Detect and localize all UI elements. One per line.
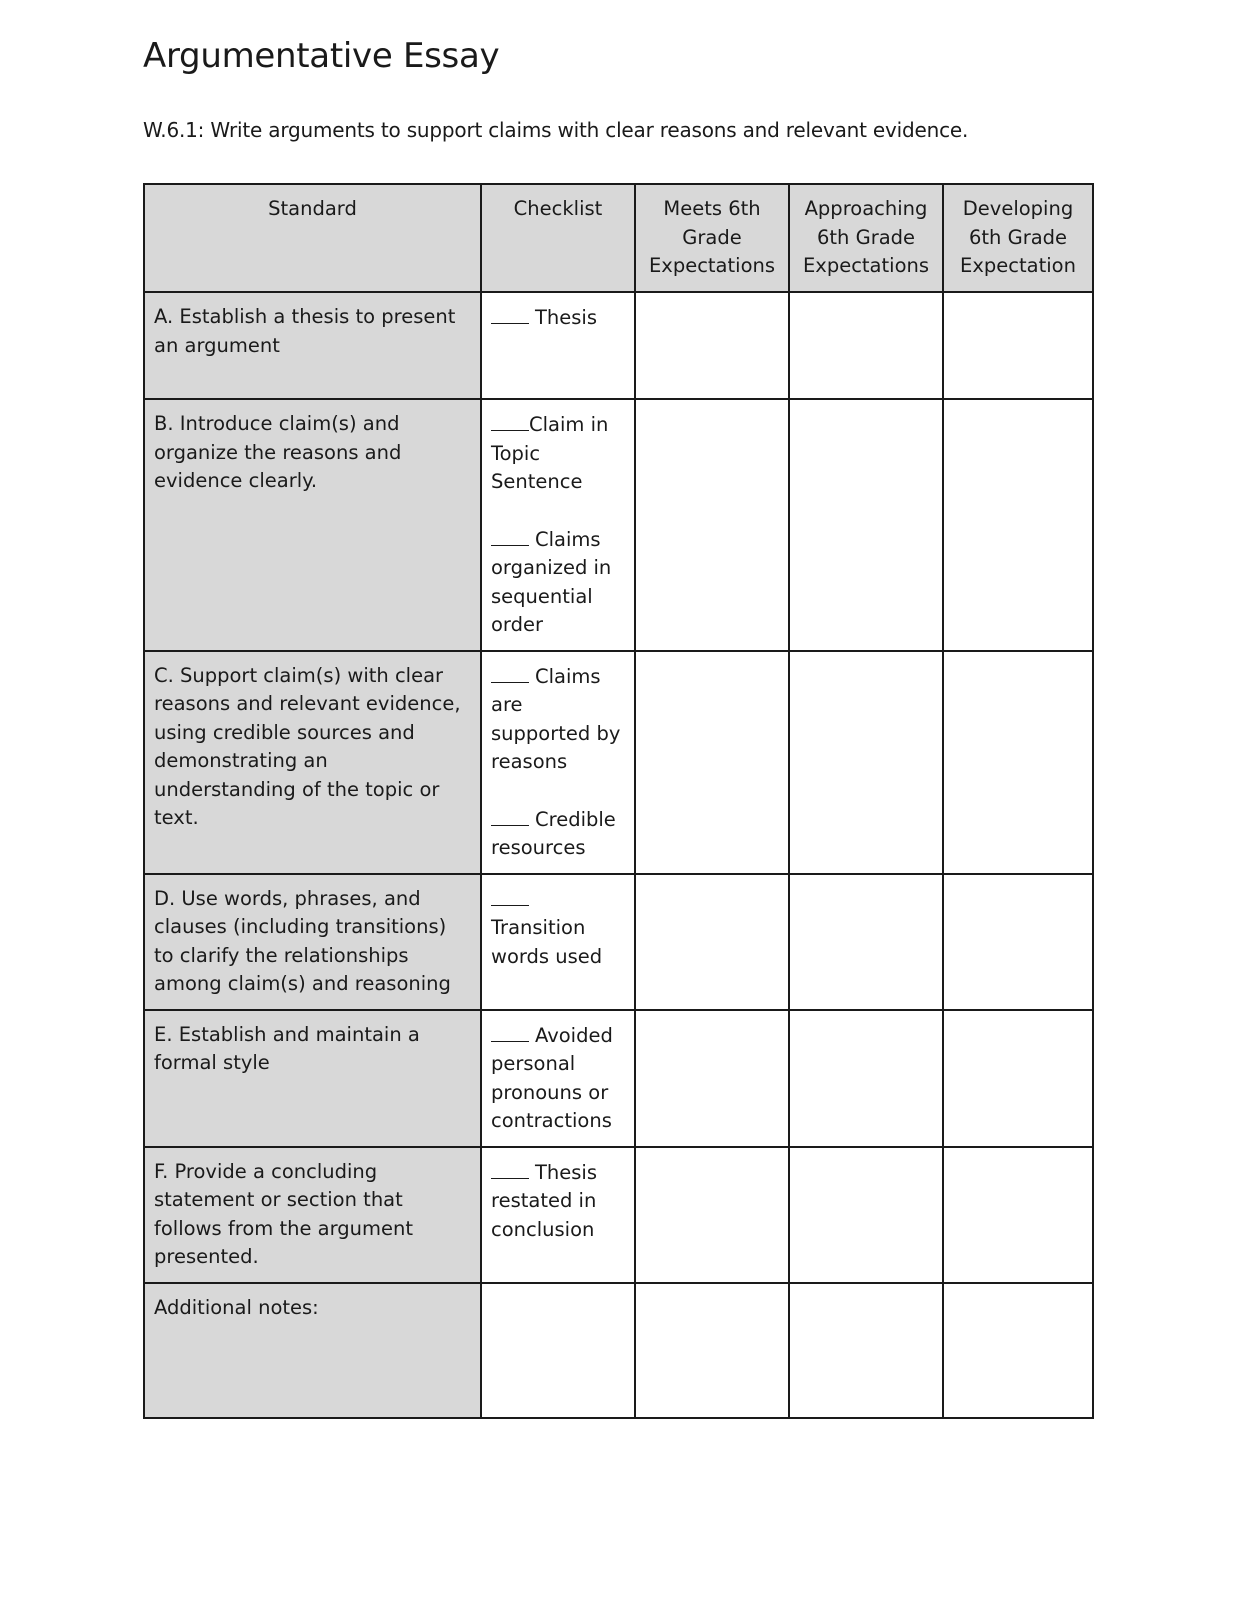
- developing-cell[interactable]: [943, 1147, 1093, 1283]
- meets-cell[interactable]: [635, 399, 789, 651]
- checklist-item: Claims are supported by reasons: [491, 662, 625, 777]
- meets-cell[interactable]: [635, 1010, 789, 1147]
- checklist-item: Claim in Topic Sentence: [491, 410, 625, 497]
- standard-cell: E. Establish and maintain a formal style: [144, 1010, 481, 1147]
- checklist-item: Credible resources: [491, 805, 625, 863]
- meets-cell[interactable]: [635, 1147, 789, 1283]
- header-developing: Developing 6th Grade Expectation: [943, 184, 1093, 292]
- table-row: [144, 1147, 1093, 1283]
- checklist-cell: [481, 1010, 635, 1147]
- meets-cell[interactable]: [635, 1283, 789, 1418]
- checkbox-blank[interactable]: [491, 805, 529, 826]
- checkbox-blank[interactable]: [491, 1021, 529, 1042]
- checklist-item: Transition words used: [491, 885, 625, 972]
- checklist-cell: [481, 399, 635, 651]
- header-approaching: Approaching 6th Grade Expectations: [789, 184, 943, 292]
- checkbox-blank[interactable]: [491, 1158, 529, 1179]
- developing-cell[interactable]: [943, 651, 1093, 874]
- standard-cell: C. Support claim(s) with clear reasons and relevant evidence, using credible sources and demonstrating an understanding of the topic or text.: [144, 651, 481, 874]
- checkbox-blank[interactable]: [491, 662, 529, 683]
- header-row: [144, 184, 1093, 292]
- checklist-cell: [481, 292, 635, 399]
- checklist-item: Avoided personal pronouns or contractions: [491, 1021, 625, 1136]
- table-row: [144, 1010, 1093, 1147]
- developing-cell[interactable]: [943, 292, 1093, 399]
- meets-cell[interactable]: [635, 651, 789, 874]
- header-checklist: Checklist: [481, 184, 635, 292]
- checklist-cell[interactable]: [481, 1283, 635, 1418]
- standard-cell: F. Provide a concluding statement or section that follows from the argument presented.: [144, 1147, 481, 1283]
- header-meets: Meets 6th Grade Expectations: [635, 184, 789, 292]
- checklist-cell: [481, 874, 635, 1010]
- approaching-cell[interactable]: [789, 1147, 943, 1283]
- meets-cell[interactable]: [635, 292, 789, 399]
- approaching-cell[interactable]: [789, 651, 943, 874]
- table-row: [144, 651, 1093, 874]
- checklist-cell: [481, 1147, 635, 1283]
- table-row: [144, 292, 1093, 399]
- approaching-cell[interactable]: [789, 399, 943, 651]
- checklist-item: Claims organized in sequential order: [491, 525, 625, 640]
- meets-cell[interactable]: [635, 874, 789, 1010]
- additional-notes-label: Additional notes:: [144, 1283, 481, 1418]
- standard-cell: D. Use words, phrases, and clauses (including transitions) to clarify the relationships among claim(s) and reasoning: [144, 874, 481, 1010]
- approaching-cell[interactable]: [789, 1283, 943, 1418]
- table-row: [144, 399, 1093, 651]
- checkbox-blank[interactable]: [491, 525, 529, 546]
- checklist-cell: [481, 651, 635, 874]
- developing-cell[interactable]: [943, 1283, 1093, 1418]
- standard-cell: B. Introduce claim(s) and organize the reasons and evidence clearly.: [144, 399, 481, 651]
- approaching-cell[interactable]: [789, 874, 943, 1010]
- header-standard: Standard: [144, 184, 481, 292]
- checkbox-blank[interactable]: [491, 885, 529, 906]
- checklist-item: Thesis: [491, 303, 625, 333]
- table-row: [144, 1283, 1093, 1418]
- developing-cell[interactable]: [943, 874, 1093, 1010]
- standard-description: W.6.1: Write arguments to support claims with clear reasons and relevant evidence.: [143, 118, 969, 142]
- checkbox-blank[interactable]: [491, 410, 529, 431]
- page-title: Argumentative Essay: [143, 36, 500, 76]
- checkbox-blank[interactable]: [491, 303, 529, 324]
- developing-cell[interactable]: [943, 399, 1093, 651]
- approaching-cell[interactable]: [789, 1010, 943, 1147]
- rubric-table: [143, 183, 1094, 1419]
- approaching-cell[interactable]: [789, 292, 943, 399]
- developing-cell[interactable]: [943, 1010, 1093, 1147]
- standard-cell: A. Establish a thesis to present an argument: [144, 292, 481, 399]
- checklist-item: Thesis restated in conclusion: [491, 1158, 625, 1245]
- table-row: [144, 874, 1093, 1010]
